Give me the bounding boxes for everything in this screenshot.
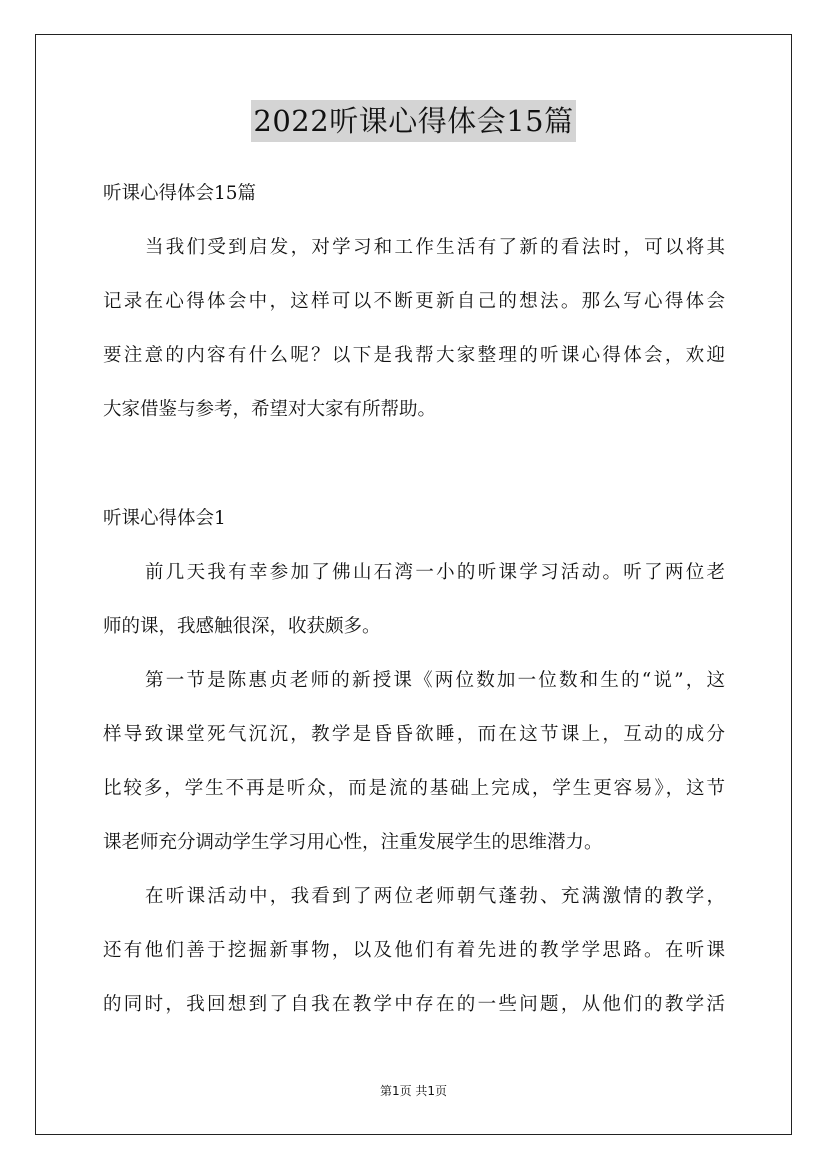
paragraph-line: 的同时，我回想到了自我在教学中存在的一些问题，从他们的教学活 <box>103 994 725 1015</box>
section-heading: 听课心得体会1 <box>103 508 226 529</box>
paragraph-line: 师的课，我感触很深，收获颇多。 <box>103 616 381 637</box>
intro-line: 记录在心得体会中，这样可以不断更新自己的想法。那么写心得体会 <box>103 291 725 312</box>
paragraph-line: 比较多，学生不再是听众，而是流的基础上完成，学生更容易》，这节 <box>103 778 725 799</box>
paragraph-line: 还有他们善于挖掘新事物，以及他们有着先进的教学学思路。在听课 <box>103 940 725 961</box>
page-footer: 第1页 共1页 <box>379 1084 448 1098</box>
subtitle: 听课心得体会15篇 <box>103 183 257 204</box>
paragraph-line: 前几天我有幸参加了佛山石湾一小的听课学习活动。听了两位老 <box>145 562 725 583</box>
paragraph-line: 课老师充分调动学生学习用心性，注重发展学生的思维潜力。 <box>103 832 603 853</box>
paragraph-line: 第一节是陈惠贞老师的新授课《两位数加一位数和生的“说”，这 <box>145 670 725 691</box>
title-block <box>0 100 827 142</box>
intro-line: 大家借鉴与参考，希望对大家有所帮助。 <box>103 399 437 420</box>
paragraph-line: 在听课活动中，我看到了两位老师朝气蓬勃、充满激情的教学， <box>145 886 725 907</box>
document-title: 2022听课心得体会15篇 <box>251 100 575 142</box>
intro-line: 当我们受到启发，对学习和工作生活有了新的看法时，可以将其 <box>145 237 725 258</box>
paragraph-line: 样导致课堂死气沉沉，教学是昏昏欲睡，而在这节课上，互动的成分 <box>103 724 725 745</box>
intro-line: 要注意的内容有什么呢？以下是我帮大家整理的听课心得体会，欢迎 <box>103 345 725 366</box>
